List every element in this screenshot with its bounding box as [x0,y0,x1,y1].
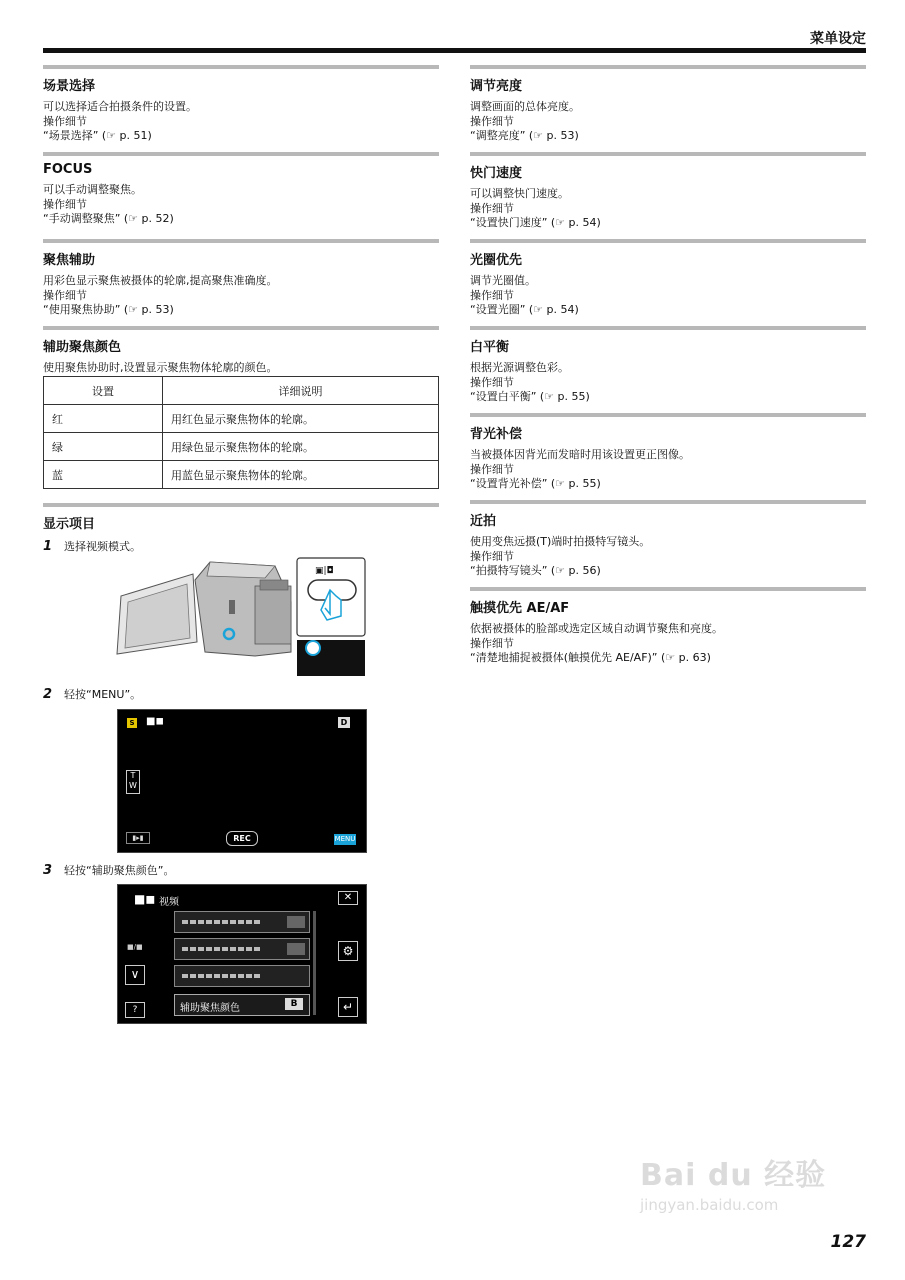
menu-button[interactable]: MENU [334,835,356,843]
section-title: 调节亮度 [470,79,523,94]
section-ref-link[interactable]: “使用聚焦协助” (☞ p. 53) [43,303,174,316]
table-cell: 红 [44,405,163,433]
blurred-text [182,920,262,924]
list-item[interactable] [174,965,310,987]
section-divider [470,239,866,243]
mode-indicator: ■/■ [127,943,143,951]
section-ref-link[interactable]: “调整亮度” (☞ p. 53) [470,129,579,142]
section-title: FOCUS [43,162,93,177]
section-desc: 可以调整快门速度。 [470,187,569,200]
section-sub: 操作细节 [470,549,514,563]
section-aperture [470,239,866,318]
scrollbar[interactable] [313,911,316,1015]
page-number: 127 [830,1232,866,1252]
section-desc: 使用变焦远摄(T)端时拍摄特写镜头。 [470,535,651,548]
section-sub: 操作细节 [470,288,514,302]
section-focus-assist [43,239,439,318]
section-title: 显示项目 [43,517,96,532]
baidu-watermark [640,1150,826,1214]
step-number: 2 [43,687,53,702]
camcorder-illustration [115,556,367,678]
section-desc: 调节光圈值。 [470,274,536,287]
table-cell: 蓝 [44,461,163,489]
section-divider [43,65,439,69]
list-item-value: B [285,998,303,1010]
table-row [44,433,439,461]
gear-icon[interactable]: ⚙ [338,941,358,961]
table-row [44,461,439,489]
zoom-w-label: W [129,781,137,790]
section-title: 白平衡 [470,340,510,355]
section-sub: 操作细节 [470,636,514,650]
scene-icon: S [127,718,137,728]
section-backlight [470,413,866,492]
help-button[interactable]: ? [125,1002,145,1018]
table-header-row [44,377,439,405]
section-title: 聚焦辅助 [43,253,96,268]
section-assist-color [43,326,439,376]
list-item[interactable] [174,911,310,933]
section-sub: 操作细节 [43,114,87,128]
step-text: 选择视频模式。 [64,540,142,553]
section-display [43,503,439,538]
section-desc: 调整画面的总体亮度。 [470,100,580,113]
chevron-down-icon[interactable]: ∨ [125,965,145,985]
section-ref-link[interactable]: “设置光圈” (☞ p. 54) [470,303,579,316]
blurred-text [182,947,262,951]
section-sub: 操作细节 [470,114,514,128]
section-title: 辅助聚焦颜色 [43,340,122,355]
section-white-balance [470,326,866,405]
section-desc: 使用聚焦协助时,设置显示聚焦物体轮廓的颜色。 [43,361,278,374]
section-shutter [470,152,866,231]
watermark-brand: Bai du 经验 [640,1158,827,1193]
back-icon[interactable]: ↵ [338,997,358,1017]
value-badge [287,916,305,928]
section-ref-link[interactable]: “设置白平衡” (☞ p. 55) [470,390,590,403]
section-macro [470,500,866,579]
section-divider [470,152,866,156]
step-text: 轻按“MENU”。 [64,688,142,701]
section-title: 快门速度 [470,166,523,181]
menu-title: 视频 [159,897,179,908]
section-divider [470,65,866,69]
list-item[interactable] [174,938,310,960]
table-cell: 用绿色显示聚焦物体的轮廓。 [163,433,439,461]
section-title: 触摸优先 AE/AF [470,601,570,616]
close-icon[interactable]: ✕ [338,891,358,905]
table-header-setting: 设置 [44,377,163,405]
video-mode-icon: ■◼ [146,716,164,727]
table-cell: 用蓝色显示聚焦物体的轮廓。 [163,461,439,489]
section-desc: 用彩色显示聚焦被摄体的轮廓,提高聚焦准确度。 [43,274,278,287]
section-title: 背光补偿 [470,427,523,442]
section-sub: 操作细节 [470,462,514,476]
section-divider [43,239,439,243]
list-item-assist-color[interactable] [174,994,310,1016]
section-touch-ae-af [470,587,866,666]
section-ref-link[interactable]: “设置背光补偿” (☞ p. 55) [470,477,601,490]
step-number: 3 [43,863,53,878]
step-number: 1 [43,539,53,554]
step-3 [43,862,174,878]
value-badge [287,943,305,955]
section-ref-link[interactable]: “场景选择” (☞ p. 51) [43,129,152,142]
table-header-detail: 详细说明 [163,377,439,405]
rec-button[interactable]: REC [226,831,258,846]
section-ref-link[interactable]: “手动调整聚焦” (☞ p. 52) [43,212,174,225]
video-camera-icon: ■◼ [134,892,156,906]
header-rule [43,48,866,53]
list-item-label: 辅助聚焦颜色 [180,1003,240,1014]
section-title: 光圈优先 [470,253,523,268]
table-cell: 绿 [44,433,163,461]
section-desc: 可以选择适合拍摄条件的设置。 [43,100,197,113]
step-1 [43,538,141,554]
section-ref-link[interactable]: “拍摄特写镜头” (☞ p. 56) [470,564,601,577]
section-focus [43,152,439,227]
camcorder-body [117,562,291,656]
section-brightness [470,65,866,144]
table-cell: 用红色显示聚焦物体的轮廓。 [163,405,439,433]
section-sub: 操作细节 [470,375,514,389]
section-divider [43,152,439,156]
lcd-screen-menu-list [117,884,367,1024]
page-title: 菜单设定 [810,31,866,47]
assist-color-table [43,376,439,489]
section-divider [470,326,866,330]
display-button[interactable]: D [338,717,350,728]
section-sub: 操作细节 [43,288,87,302]
section-sub: 操作细节 [43,197,87,211]
watermark-url: jingyan.baidu.com [640,1196,779,1214]
section-sub: 操作细节 [470,201,514,215]
section-divider [43,503,439,507]
section-ref-link[interactable]: “清楚地捕捉被摄体(触摸优先 AE/AF)” (☞ p. 63) [470,651,711,664]
zoom-tw-button[interactable] [126,770,140,794]
mode-button-zoom [297,558,365,676]
section-title: 场景选择 [43,79,96,94]
table-row [44,405,439,433]
zoom-t-label: T [130,771,136,780]
section-divider [470,587,866,591]
section-divider [470,500,866,504]
blurred-text [182,974,262,978]
step-text: 轻按“辅助聚焦颜色”。 [64,864,175,877]
section-desc: 依据被摄体的脸部或选定区域自动调节聚焦和亮度。 [470,622,723,635]
playback-toggle-icon[interactable]: ▮▸▮ [126,832,150,844]
lcd-screen-menu [117,709,367,853]
section-desc: 可以手动调整聚焦。 [43,183,142,196]
section-divider [470,413,866,417]
section-ref-link[interactable]: “设置快门速度” (☞ p. 54) [470,216,601,229]
section-desc: 当被摄体因背光而发暗时用该设置更正图像。 [470,448,690,461]
section-divider [43,326,439,330]
section-desc: 根据光源调整色彩。 [470,361,569,374]
step-2 [43,686,141,702]
svg-text:▣|◘: ▣|◘ [315,566,334,576]
section-scene [43,65,439,144]
section-title: 近拍 [470,514,497,529]
